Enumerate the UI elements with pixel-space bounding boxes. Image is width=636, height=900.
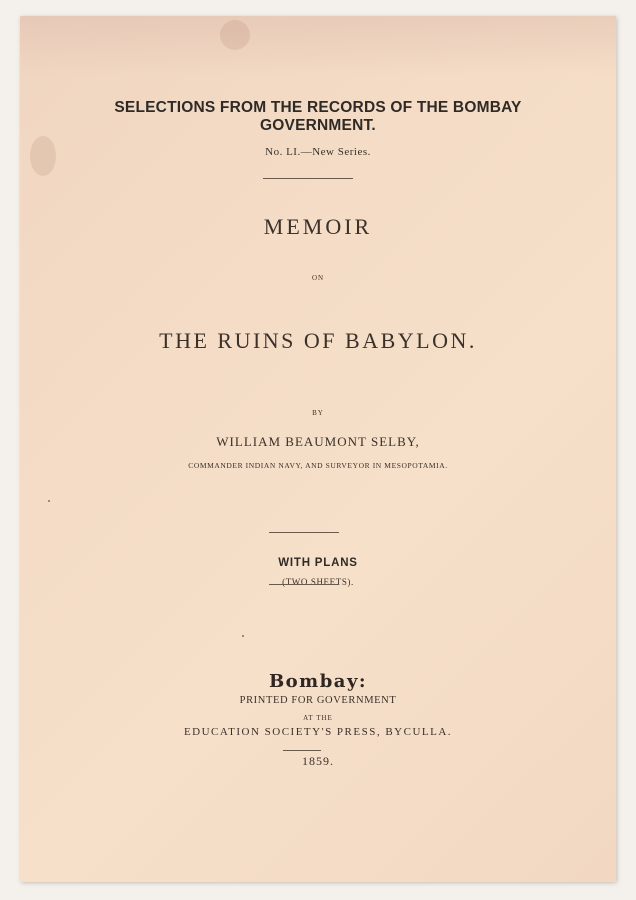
divider-rule (283, 750, 321, 751)
imprint-city: Bombay: (268, 671, 368, 692)
paper-stain (220, 20, 250, 50)
imprint-printed-for: PRINTED FOR GOVERNMENT (239, 695, 397, 706)
by-label: BY (312, 409, 324, 417)
divider-rule (263, 178, 353, 179)
series-title (20, 99, 616, 135)
ink-dot (48, 500, 50, 502)
imprint-year: 1859. (302, 754, 334, 768)
on-label: ON (311, 274, 325, 282)
sheets-note: (TWO SHEETS). (282, 577, 354, 587)
author-name: WILLIAM BEAUMONT SELBY, (216, 434, 420, 449)
with-plans-label: WITH PLANS (278, 557, 358, 569)
series-title-line1: SELECTIONS FROM THE RECORDS OF THE BOMBAY (114, 99, 522, 116)
document-subject: THE RUINS OF BABYLON. (159, 328, 477, 353)
ink-dot (242, 635, 244, 637)
title-page (20, 16, 616, 882)
imprint-press: EDUCATION SOCIETY'S PRESS, BYCULLA. (183, 726, 453, 738)
document-title: MEMOIR (263, 214, 373, 239)
divider-rule (269, 532, 339, 533)
series-number: No. LI.—New Series. (265, 146, 371, 158)
divider-rule (269, 584, 339, 585)
series-title-line2: GOVERNMENT. (260, 117, 376, 134)
imprint-at-the: AT THE (303, 714, 333, 722)
author-description: COMMANDER INDIAN NAVY, AND SURVEYOR IN MESOPOTAMIA. (188, 461, 448, 470)
